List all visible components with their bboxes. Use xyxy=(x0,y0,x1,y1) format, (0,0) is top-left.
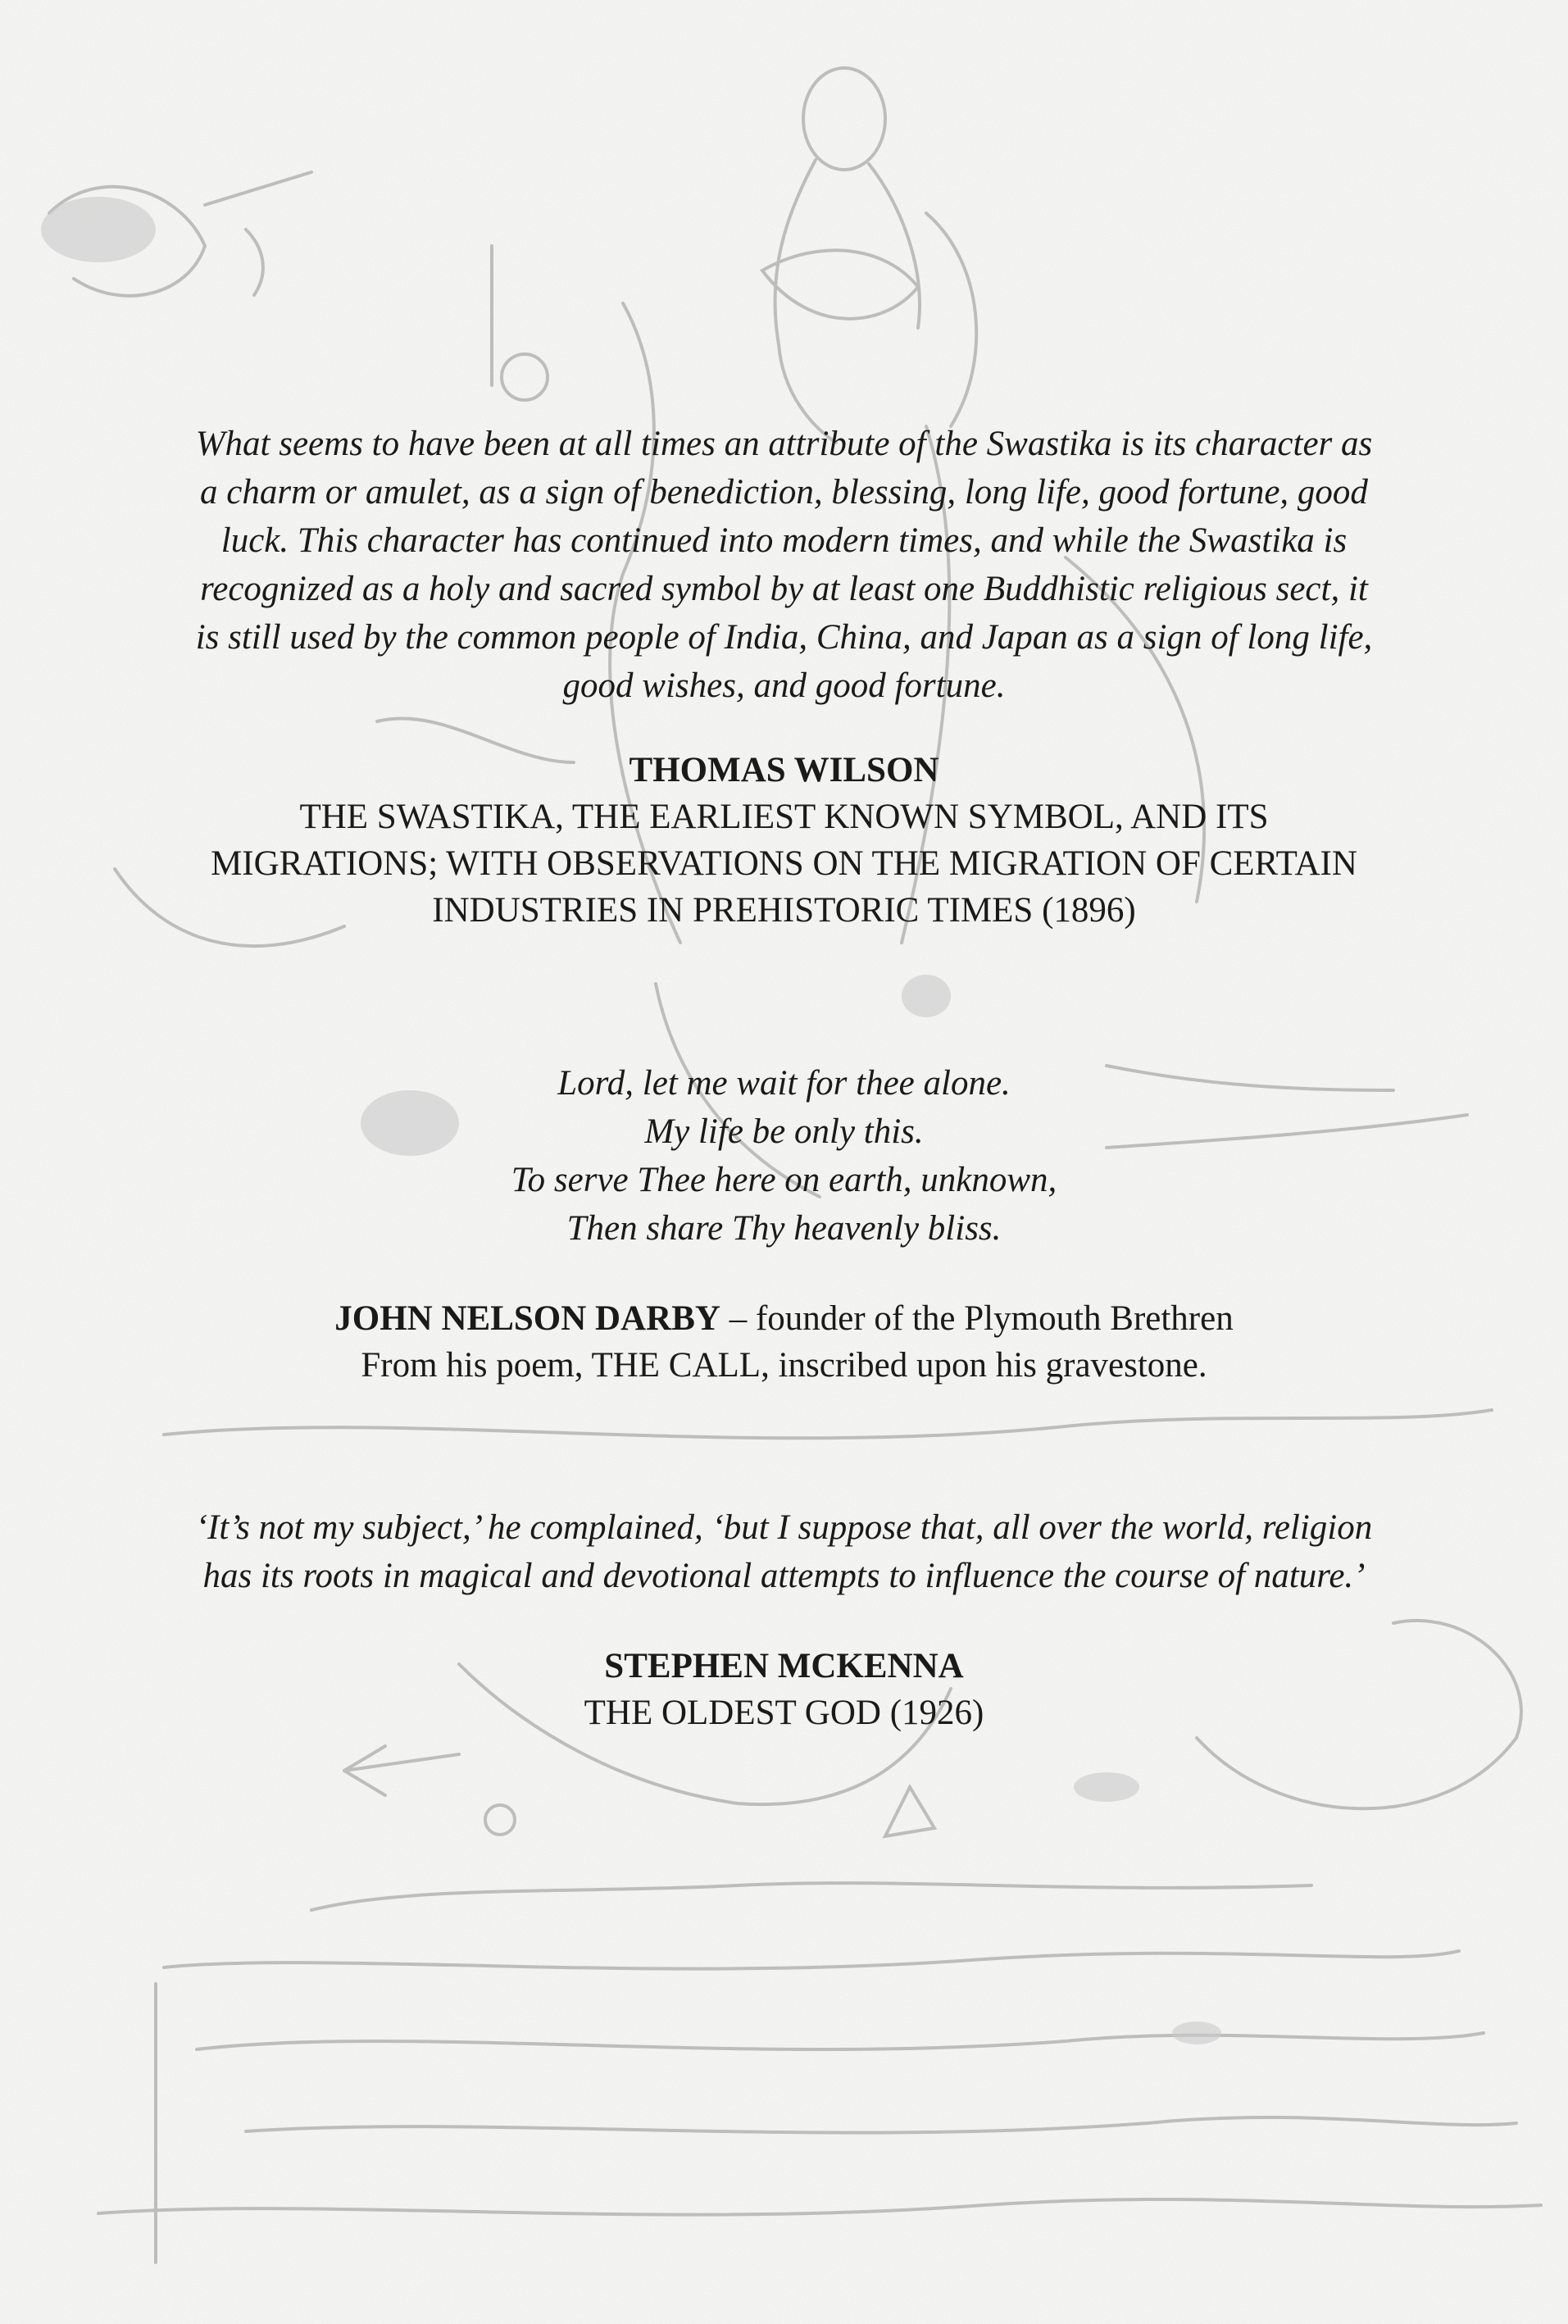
epigraph-line: a charm or amulet, as a sign of benediction, blessing, long life, good fortune, good xyxy=(200,473,1368,512)
author-name: JOHN NELSON DARBY xyxy=(334,1299,720,1338)
epigraph-line: has its roots in magical and devotional attempts to influence the course of nature.’ xyxy=(202,1557,1366,1595)
quote-block-mckenna xyxy=(0,1503,1568,1736)
epigraph-text xyxy=(0,420,1568,710)
source-line: MIGRATIONS; WITH OBSERVATIONS ON THE MIGRATION OF CERTAIN xyxy=(211,844,1357,883)
epigraph-line: To serve Thee here on earth, unknown, xyxy=(511,1161,1057,1199)
source-line: THE OLDEST GOD (1926) xyxy=(584,1694,984,1732)
epigraph-line: luck. This character has continued into modern times, and while the Swastika is xyxy=(220,521,1348,560)
source-line: THE SWASTIKA, THE EARLIEST KNOWN SYMBOL, AND ITS xyxy=(299,798,1269,836)
epigraph-line: Lord, let me wait for thee alone. xyxy=(557,1064,1011,1103)
epigraph-line: Then share Thy heavenly bliss. xyxy=(566,1209,1002,1248)
author-name: THOMAS WILSON xyxy=(629,751,939,789)
quote-block-darby xyxy=(0,1059,1568,1389)
attribution xyxy=(0,1295,1568,1389)
quote-block-wilson xyxy=(0,420,1568,934)
epigraph-line: My life be only this. xyxy=(644,1112,924,1151)
epigraph-line: is still used by the common people of India, China, and Japan as a sign of long life, xyxy=(195,618,1373,657)
author-name: STEPHEN MCKENNA xyxy=(604,1647,964,1685)
epigraph-line: ‘It’s not my subject,’ he complained, ‘but I suppose that, all over the world, religion xyxy=(195,1508,1373,1547)
epigraph-line: good wishes, and good fortune. xyxy=(562,666,1006,705)
source-line: INDUSTRIES IN PREHISTORIC TIMES (1896) xyxy=(432,891,1136,930)
author-suffix: – founder of the Plymouth Brethren xyxy=(720,1299,1234,1338)
epigraph-line: What seems to have been at all times an attribute of the Swastika is its character as xyxy=(195,425,1373,463)
source-line: From his poem, THE CALL, inscribed upon his gravestone. xyxy=(361,1346,1207,1385)
epigraph-text xyxy=(0,1503,1568,1600)
attribution xyxy=(0,747,1568,934)
epigraph-line: recognized as a holy and sacred symbol by at least one Buddhistic religious sect, it xyxy=(200,570,1368,608)
attribution xyxy=(0,1643,1568,1736)
epigraph-text xyxy=(0,1059,1568,1253)
